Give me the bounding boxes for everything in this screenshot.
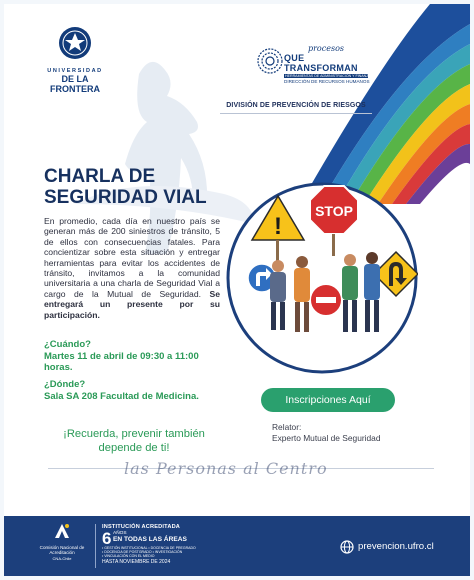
globe-icon [340, 540, 354, 554]
fingerprint-icon [256, 46, 284, 76]
accreditation-info [102, 524, 222, 565]
accreditation-years: 6 [102, 529, 112, 548]
accreditation-years-label: AÑOS [113, 531, 127, 536]
stop-sign-text: STOP [315, 203, 353, 219]
website-link[interactable]: prevencion.ufro.cl [358, 541, 434, 552]
accreditation-bullet: • DOCENCIA DE POSTGRADO • INVESTIGACIÓN [102, 550, 183, 555]
accreditation-until: HASTA NOVIEMBRE DE 2024 [102, 558, 171, 565]
event-title-line2: SEGURIDAD VIAL [44, 187, 207, 208]
footer-bar [4, 516, 470, 576]
university-name-line1: UNIVERSIDAD [47, 68, 103, 74]
university-seal-icon [58, 26, 92, 60]
accreditation-logo [34, 522, 90, 561]
procesos-subtitle: HERRAMIENTAS DE ADMINISTRACIÓN Y FINANZAS [285, 74, 374, 78]
footer-divider [95, 524, 96, 568]
when-value: Martes 11 de abril de 09:30 a 11:00 horas. [44, 350, 199, 373]
accreditation-bullet: • GESTIÓN INSTITUCIONAL • DOCENCIA DE PREGRADO [102, 546, 196, 550]
road-safety-illustration [226, 182, 418, 374]
accreditation-name: Comisión Nacional de Acreditación [39, 545, 85, 556]
remember-message: ¡Recuerda, prevenir también depende de ti! [63, 428, 205, 454]
division-heading: DIVISIÓN DE PREVENCIÓN DE RIESGOS [226, 102, 366, 109]
event-description [44, 216, 220, 320]
tagline: las Personas al Centro [124, 459, 328, 478]
event-description-text: En promedio, cada día en nuestro país se generan más de 200 siniestros de tránsito, 5 de ellos con consecuencias fatales. Para concientizar sobre esta situación y entregar herramientas para evitar los accidentes de tránsito, invitamos a la comunidad universitaria a una charla de Seguridad Vial a cargo de la Mutual de Seguridad. [44, 216, 220, 299]
university-name-line2: DE LA FRONTERA [50, 74, 100, 94]
cna-logo-icon [53, 522, 71, 540]
accreditation-areas: EN TODAS LAS ÁREAS [113, 536, 187, 543]
when-label: ¿Cuándo? [44, 339, 91, 350]
no-entry-sign-icon [310, 284, 342, 316]
procesos-title: QUE TRANSFORMAN [284, 53, 358, 73]
division-divider [220, 113, 372, 114]
relator-info [272, 422, 432, 444]
accreditation-sub: CNA-Chile [52, 555, 72, 561]
procesos-script: procesos [307, 44, 344, 53]
flyer-card [4, 4, 470, 576]
university-logo [36, 26, 114, 94]
event-description-bold: Se entregará un presente por su participación. [44, 288, 220, 320]
event-title [44, 166, 224, 208]
event-title-line1: CHARLA DE [44, 166, 156, 187]
warning-mark: ! [274, 213, 282, 240]
where-value: Sala SA 208 Facultad de Medicina. [44, 390, 199, 402]
register-button[interactable]: Inscripciones Aquí [261, 388, 395, 412]
procesos-department: DIRECCIÓN DE RECURSOS HUMANOS [284, 79, 370, 84]
relator-label: Relator: [272, 422, 302, 432]
accreditation-bullet: • VINCULACIÓN CON EL MEDIO [102, 554, 155, 559]
accreditation-title: INSTITUCIÓN ACREDITADA [102, 524, 181, 530]
event-where [44, 379, 224, 402]
relator-value: Experto Mutual de Seguridad [272, 433, 381, 443]
where-label: ¿Dónde? [44, 379, 86, 390]
event-when [44, 339, 224, 374]
